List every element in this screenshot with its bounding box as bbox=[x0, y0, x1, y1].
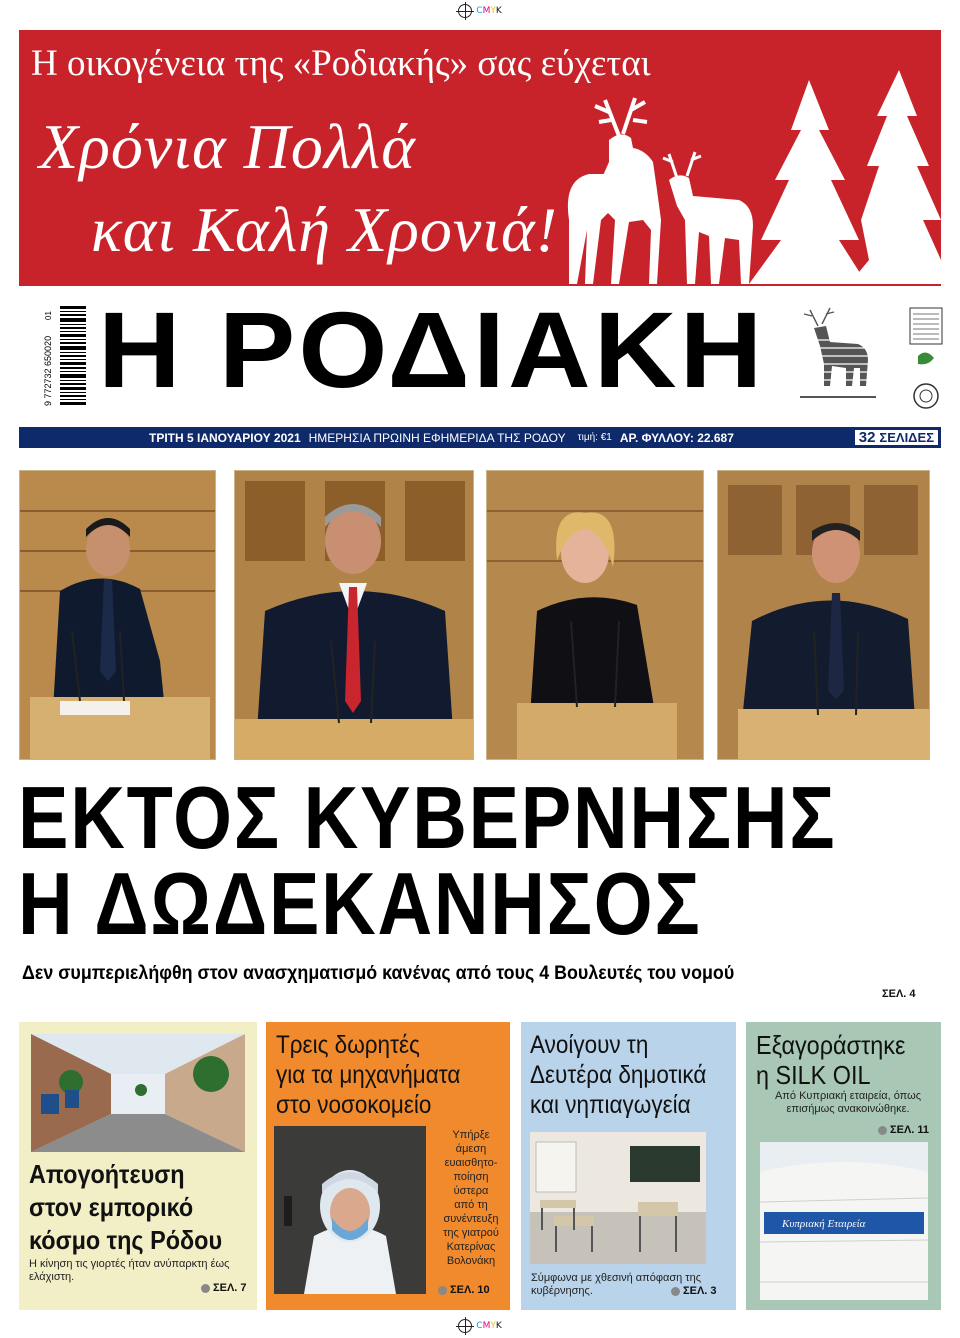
christmas-ad-banner bbox=[19, 30, 941, 286]
bullet-icon bbox=[671, 1287, 680, 1296]
main-subhead: Δεν συμπεριελήφθη στον ανασχηματισμό κανένας από τους 4 Βουλευτές του νομού bbox=[22, 963, 735, 984]
issue-number: ΑΡ. ΦΥΛΛΟΥ: 22.687 bbox=[619, 430, 734, 445]
story-hospital-donors[interactable] bbox=[266, 1022, 510, 1310]
bullet-icon bbox=[438, 1286, 447, 1295]
page-count-label: ΣΕΛΙΔΕΣ bbox=[879, 430, 934, 445]
ad-credit: ΑΠΑ bbox=[922, 278, 935, 284]
story-4-title: Εξαγοράστηκε η SILK OIL bbox=[756, 1030, 906, 1090]
mp-photo-1 bbox=[19, 470, 216, 760]
bullet-icon bbox=[201, 1284, 210, 1293]
cmyk-label: CMYK bbox=[476, 1321, 502, 1331]
registration-crosshair-icon bbox=[458, 4, 472, 18]
newspaper-logo: Η ΡΟΔΙΑΚΗ bbox=[98, 289, 766, 410]
info-bar bbox=[19, 427, 941, 448]
story-3-body: Σύμφωνα με χθεσινή απόφαση της κυβέρνησης. bbox=[531, 1272, 702, 1297]
price: τιμή: €1 bbox=[577, 432, 612, 443]
mp-photo-2 bbox=[234, 470, 474, 760]
story-schools-reopen[interactable] bbox=[521, 1022, 736, 1310]
story-4-body: Από Κυπριακή εταιρεία, όπως επισήμως ανακοινώθηκε. bbox=[774, 1090, 922, 1115]
doctor-ppe-photo bbox=[274, 1126, 426, 1294]
banner-wish-line2: και Καλή Χρονιά! bbox=[91, 194, 558, 265]
issue-date: ΤΡΙΤΗ 5 ΙΑΝΟΥΑΡΙΟΥ 2021 bbox=[149, 430, 301, 445]
story-1-body: Η κίνηση τις γιορτές ήταν ανύπαρκτη έως ελάχιστη. bbox=[29, 1258, 230, 1283]
registration-crosshair-icon bbox=[458, 1319, 472, 1333]
empty-classroom-photo bbox=[530, 1132, 706, 1264]
print-registration-mark-top bbox=[0, 3, 960, 19]
oil-tank-photo bbox=[760, 1142, 928, 1300]
deer-logo-icon bbox=[796, 306, 880, 410]
page-count: 32 bbox=[858, 429, 876, 446]
mp-photo-4 bbox=[717, 470, 930, 760]
mp-photo-3 bbox=[486, 470, 704, 760]
story-2-body: Υπήρξε άμεση ευαισθητο- ποίηση ύστερα από τη συνέντευξη της γιατρού Κατερίνας Βολονάκη bbox=[443, 1129, 499, 1267]
story-2-title: Τρεις δωρητές για τα μηχανήματα στο νοσοκομείο bbox=[276, 1031, 461, 1119]
tagline: ΗΜΕΡΗΣΙΑ ΠΡΩΙΝΗ ΕΦΗΜΕΡΙΔΑ ΤΗΣ ΡΟΔΟΥ bbox=[308, 430, 566, 445]
tank-sign: Κυπριακή Εταιρεία bbox=[782, 1218, 866, 1230]
story-3-page-ref: ΣΕΛ. 3 bbox=[671, 1285, 717, 1297]
headline-line-2: Η ΔΩΔΕΚΑΝΗΣΟΣ bbox=[18, 854, 702, 953]
banner-wish-line1: Χρόνια Πολλά bbox=[39, 111, 416, 182]
story-3-title: Ανοίγουν τη Δευτέρα δημοτικά και νηπιαγωγεία bbox=[530, 1031, 707, 1119]
print-registration-mark-bottom bbox=[0, 1318, 960, 1334]
cmyk-label: CMYK bbox=[476, 6, 502, 16]
main-page-ref: ΣΕΛ. 4 bbox=[882, 988, 916, 1000]
empty-street-photo bbox=[31, 1034, 245, 1152]
barcode-issue: 01 bbox=[44, 311, 53, 320]
page-count-badge bbox=[854, 429, 939, 446]
headline-line-1: ΕΚΤΟΣ ΚΥΒΕΡΝΗΣΗΣ bbox=[18, 768, 837, 867]
certification-badges bbox=[908, 306, 944, 416]
deer-and-trees-illustration bbox=[549, 70, 941, 284]
banner-greeting: Η οικογένεια της «Ροδιακής» σας εύχεται bbox=[31, 43, 651, 84]
story-silk-oil[interactable] bbox=[746, 1022, 941, 1310]
story-4-page-ref: ΣΕΛ. 11 bbox=[878, 1124, 929, 1136]
story-1-title: Απογοήτευση στον εμπορικό κόσμο της Ρόδου bbox=[29, 1159, 223, 1255]
story-2-page-ref: ΣΕΛ. 10 bbox=[438, 1284, 490, 1296]
bullet-icon bbox=[878, 1126, 887, 1135]
story-1-page-ref: ΣΕΛ. 7 bbox=[201, 1282, 247, 1294]
barcode bbox=[38, 302, 88, 408]
barcode-number: 9 772732 650020 bbox=[43, 335, 53, 406]
story-retail-disappointment[interactable] bbox=[19, 1022, 257, 1310]
main-headline[interactable] bbox=[18, 768, 837, 953]
